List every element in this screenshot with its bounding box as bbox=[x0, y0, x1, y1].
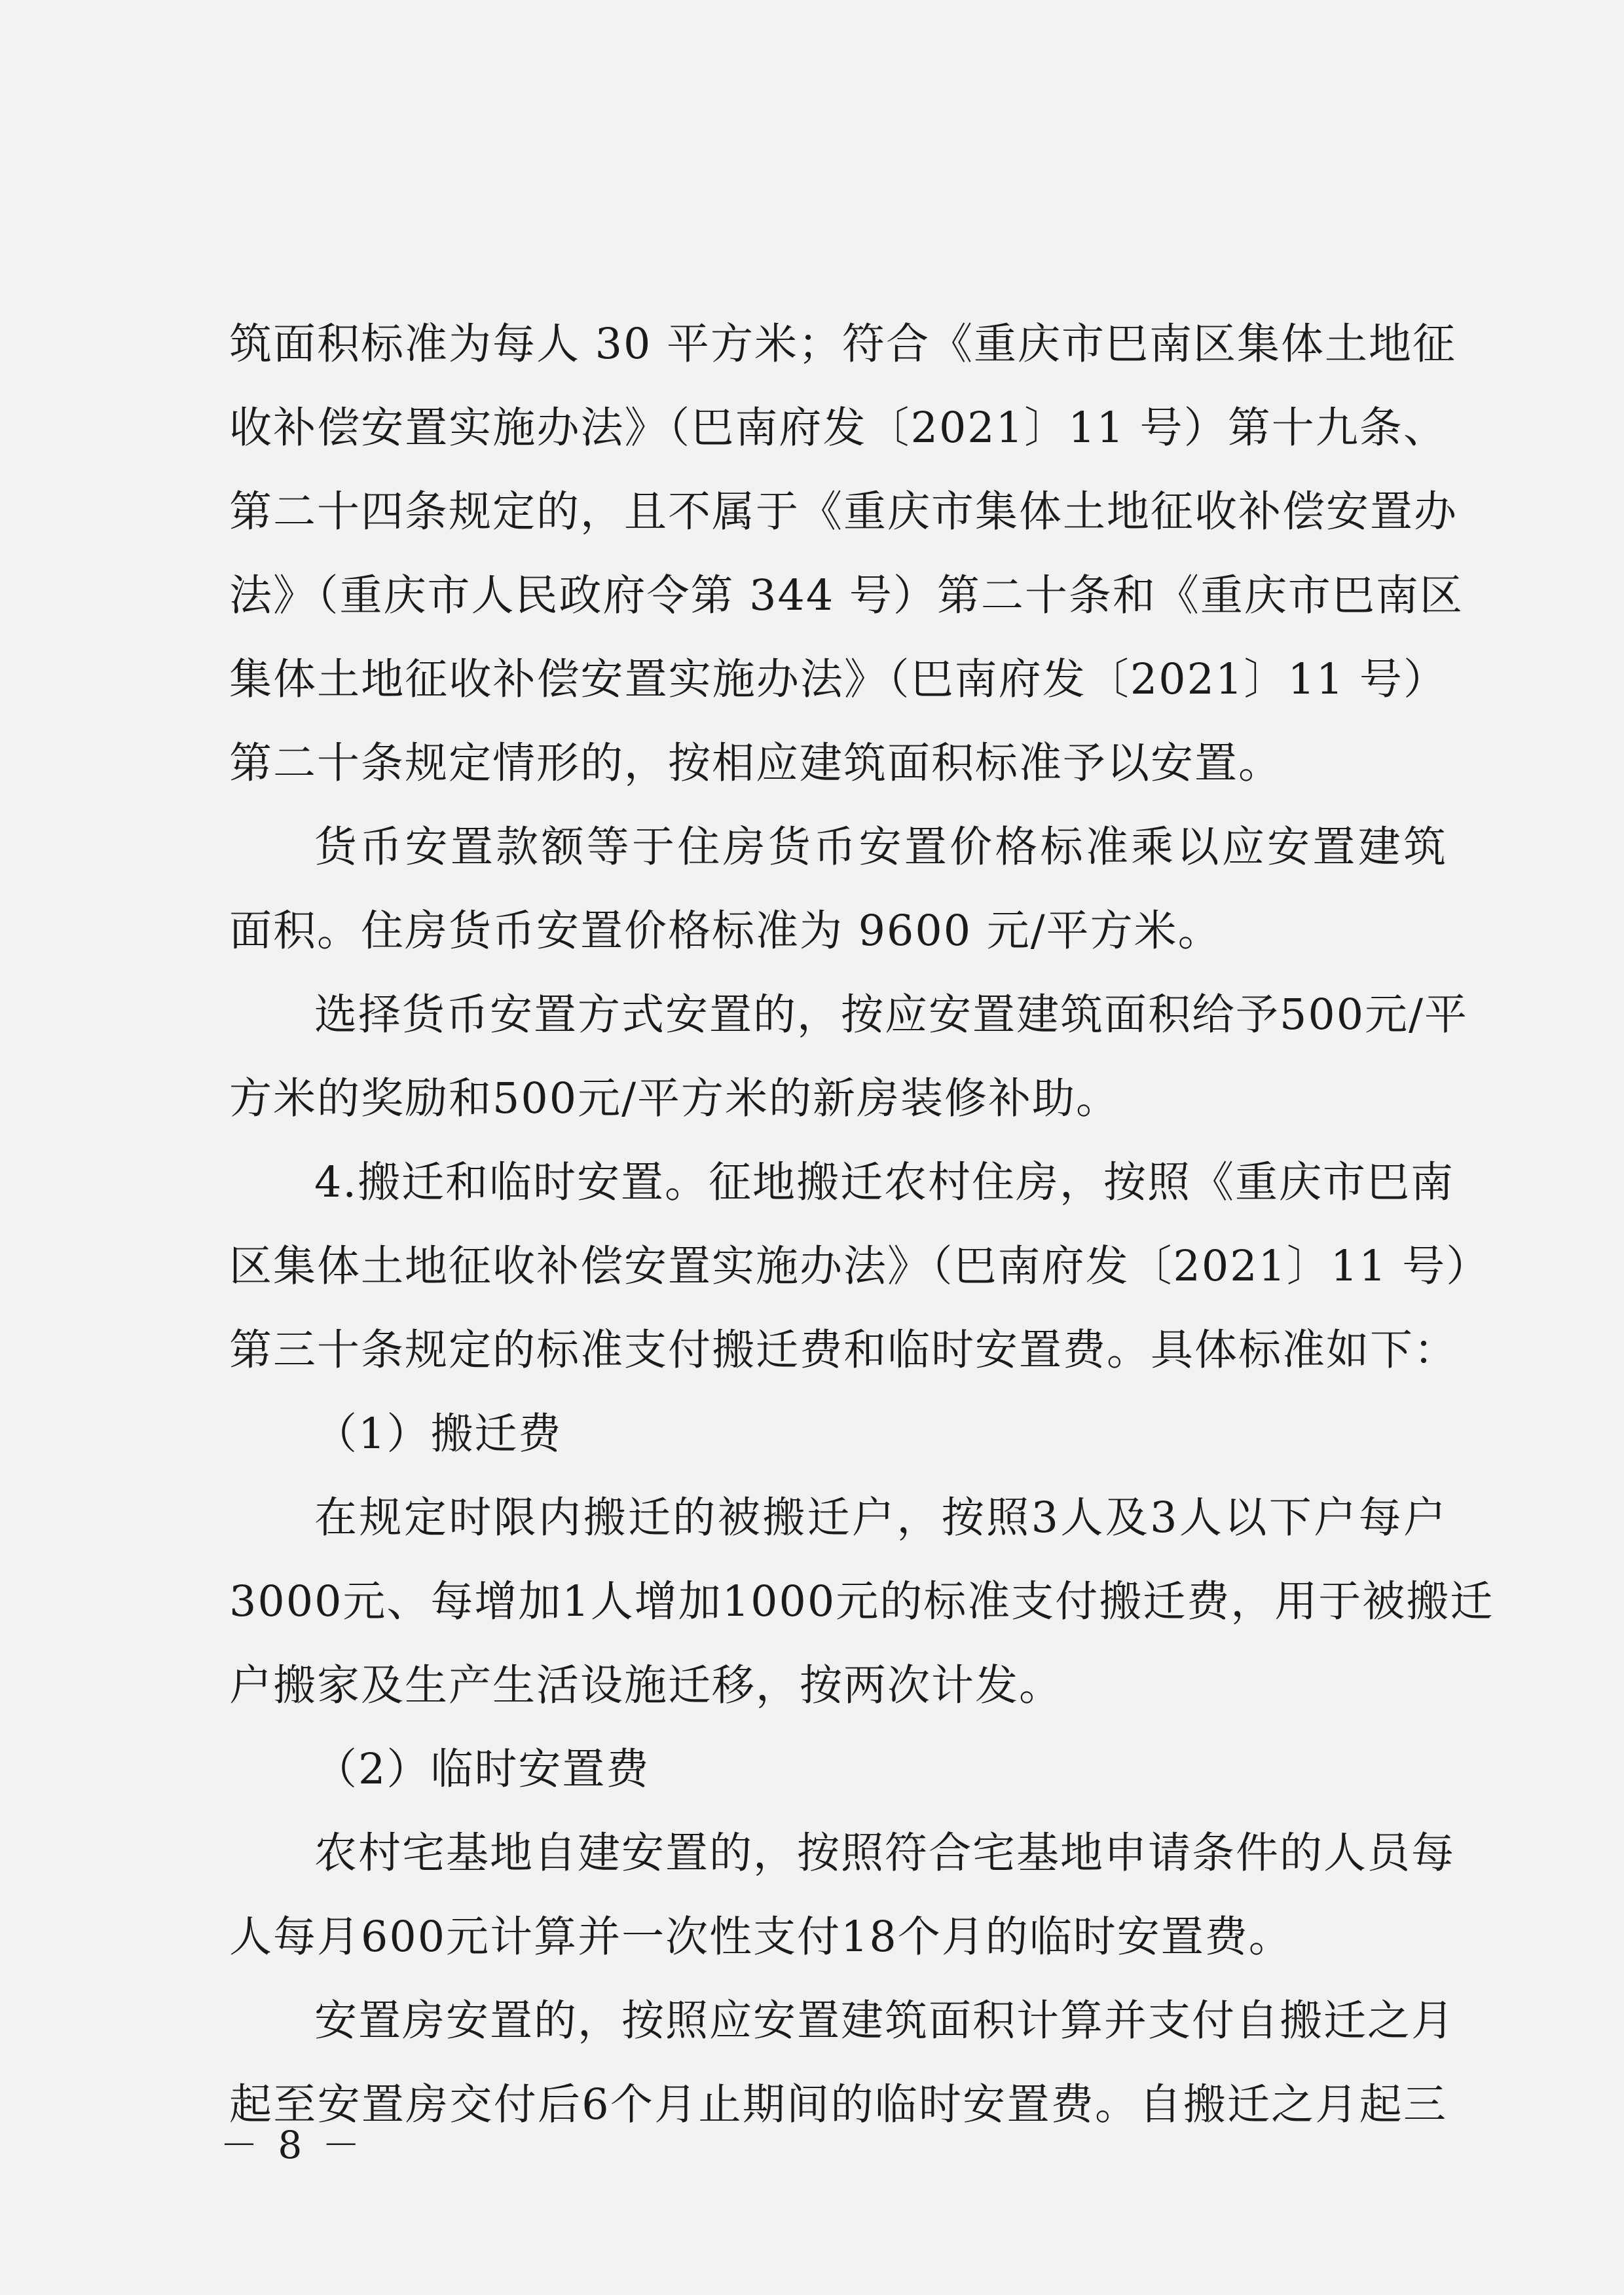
text-line: 第三十条规定的标准支付搬迁费和临时安置费。具体标准如下： bbox=[229, 1326, 1458, 1375]
text-line: 货币安置款额等于住房货币安置价格标准乘以应安置建筑 bbox=[314, 823, 1447, 872]
text-line: 农村宅基地自建安置的，按照符合宅基地申请条件的人员每 bbox=[314, 1829, 1456, 1878]
text-line: 选择货币安置方式安置的，按应安置建筑面积给予500元/平 bbox=[314, 990, 1468, 1039]
section-heading: （2）临时安置费 bbox=[314, 1745, 650, 1794]
text-line: 区集体土地征收补偿安置实施办法》（巴南府发〔2021〕11 号） bbox=[229, 1242, 1490, 1291]
text-line: 第二十四条规定的，且不属于《重庆市集体土地征收补偿安置办 bbox=[229, 487, 1458, 536]
text-line: 户搬家及生产生活设施迁移，按两次计发。 bbox=[229, 1661, 1063, 1710]
text-line: 第二十条规定情形的，按相应建筑面积标准予以安置。 bbox=[229, 739, 1283, 788]
text-line: 面积。住房货币安置价格标准为 9600 元/平方米。 bbox=[229, 906, 1222, 956]
text-line: 收补偿安置实施办法》（巴南府发〔2021〕11 号）第十九条、 bbox=[229, 403, 1447, 453]
text-line: 法》（重庆市人民政府令第 344 号）第二十条和《重庆市巴南区 bbox=[229, 571, 1464, 620]
text-line: 起至安置房交付后6个月止期间的临时安置费。自搬迁之月起三 bbox=[229, 2080, 1447, 2129]
body-text bbox=[229, 303, 1494, 2147]
text-line: 人每月600元计算并一次性支付18个月的临时安置费。 bbox=[229, 1912, 1293, 1962]
page-number: － 8 － bbox=[220, 2123, 364, 2167]
text-line: 方米的奖励和500元/平方米的新房装修补助。 bbox=[229, 1074, 1120, 1123]
section-heading: （1）搬迁费 bbox=[314, 1409, 563, 1459]
text-line: 在规定时限内搬迁的被搬迁户，按照3人及3人以下户每户 bbox=[314, 1493, 1447, 1542]
text-line: 安置房安置的，按照应安置建筑面积计算并支付自搬迁之月 bbox=[314, 1996, 1456, 2045]
text-line: 3000元、每增加1人增加1000元的标准支付搬迁费，用于被搬迁 bbox=[229, 1577, 1494, 1626]
text-line: 筑面积标准为每人 30 平方米；符合《重庆市巴南区集体土地征 bbox=[229, 320, 1457, 369]
text-line: 集体土地征收补偿安置实施办法》（巴南府发〔2021〕11 号） bbox=[229, 655, 1447, 704]
text-line: 4.搬迁和临时安置。征地搬迁农村住房，按照《重庆市巴南 bbox=[314, 1158, 1455, 1207]
